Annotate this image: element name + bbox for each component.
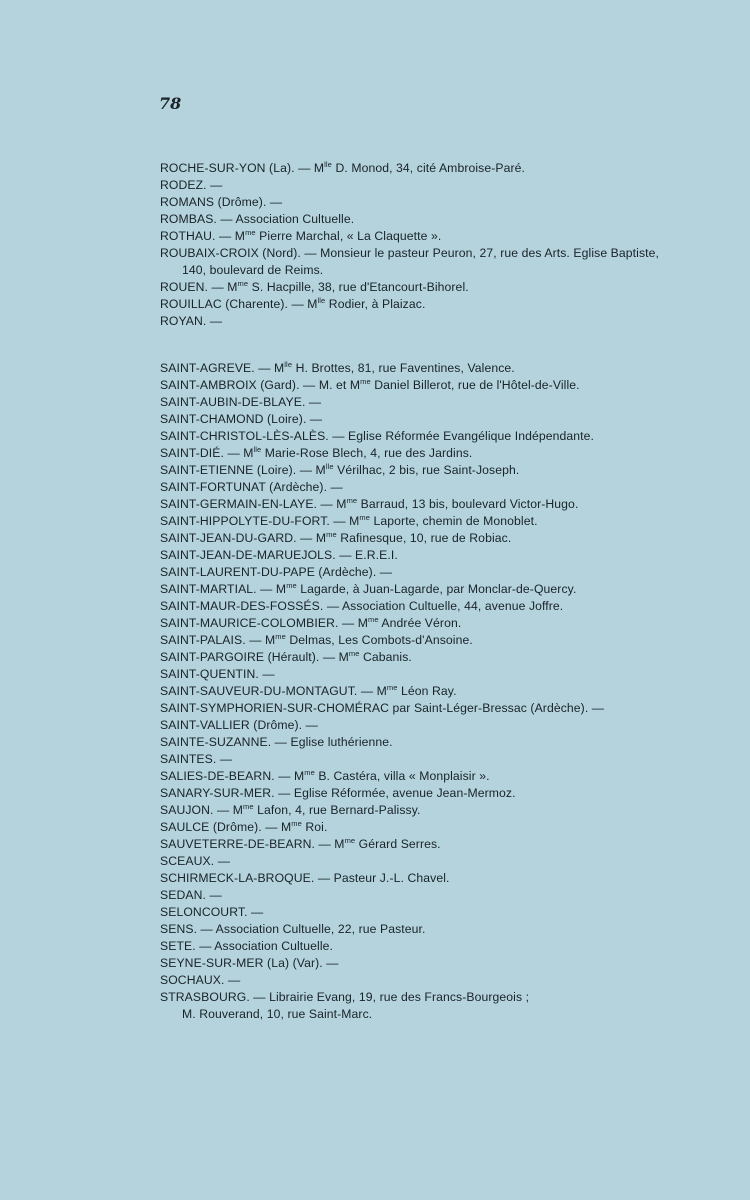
directory-entry	[160, 972, 700, 989]
entry-line: ROUILLAC (Charente). — $M^{lle}$ Rodier, à Plaizac.	[160, 295, 426, 311]
directory-entry	[160, 445, 700, 462]
directory-entry	[160, 887, 700, 904]
directory-entry	[160, 683, 700, 700]
entry-line: SAINT-SAUVEUR-DU-MONTAGUT. — $M^{me}$ Léon Ray.	[160, 682, 457, 698]
directory-entry	[160, 734, 700, 751]
directory-entry	[160, 836, 700, 853]
entry-line: ROUBAIX-CROIX (Nord). — Monsieur le pasteur Peuron, 27, rue des Arts. Eglise Baptiste,	[160, 246, 660, 260]
entry-line: SAINT-AUBIN-DE-BLAYE. —	[160, 395, 322, 409]
entry-line: SAINT-DIÉ. — $M^{lle}$ Marie-Rose Blech, 4, rue des Jardins.	[160, 444, 473, 460]
directory-entry	[160, 547, 700, 564]
directory-entry	[160, 479, 700, 496]
entry-line: SAINT-CHAMOND (Loire). —	[160, 412, 323, 426]
directory-entry	[160, 751, 700, 768]
entry-line: ROMANS (Drôme). —	[160, 195, 283, 209]
entry-line: SAINT-VALLIER (Drôme). —	[160, 718, 318, 732]
directory-entry	[160, 360, 700, 377]
entry-line: SAINT-ETIENNE (Loire). — $M^{lle}$ Vérilhac, 2 bis, rue Saint-Joseph.	[160, 461, 520, 477]
entry-line: SEDAN. —	[160, 888, 222, 902]
directory-entry	[160, 462, 700, 479]
directory-entry	[160, 700, 700, 717]
directory-entry	[160, 768, 700, 785]
directory-entry	[160, 598, 700, 615]
directory-entry	[160, 279, 700, 296]
directory-entry	[160, 313, 700, 330]
directory-entry	[160, 853, 700, 870]
entry-line: RODEZ. —	[160, 178, 223, 192]
directory-entry	[160, 194, 700, 211]
entry-line: STRASBOURG. — Librairie Evang, 19, rue des Francs-Bourgeois ;	[160, 990, 530, 1004]
entry-line: SAINT-AGREVE. — $M^{lle}$ H. Brottes, 81, rue Faventines, Valence.	[160, 359, 515, 375]
entry-continuation: 140, boulevard de Reims.	[182, 263, 324, 277]
entry-line: SAUVETERRE-DE-BEARN. — $M^{me}$ Gérard Serres.	[160, 835, 441, 851]
entry-line: ROMBAS. — Association Cultuelle.	[160, 212, 355, 226]
entry-line: ROYAN. —	[160, 314, 223, 328]
directory-entry	[160, 717, 700, 734]
entry-line: SAINT-LAURENT-DU-PAPE (Ardèche). —	[160, 565, 393, 579]
directory-entry	[160, 785, 700, 802]
entry-line: SCHIRMECK-LA-BROQUE. — Pasteur J.-L. Chavel.	[160, 871, 450, 885]
entry-line: SANARY-SUR-MER. — Eglise Réformée, avenue Jean-Mermoz.	[160, 786, 516, 800]
entry-line: SAINT-JEAN-DE-MARUEJOLS. — E.R.E.I.	[160, 548, 398, 562]
entry-line: SAINT-MAUR-DES-FOSSÉS. — Association Cultuelle, 44, avenue Joffre.	[160, 599, 564, 613]
directory-entry	[160, 564, 700, 581]
entry-continuation: M. Rouverand, 10, rue Saint-Marc.	[182, 1007, 373, 1021]
directory-entry	[160, 921, 700, 938]
entry-line: SALIES-DE-BEARN. — $M^{me}$ B. Castéra, villa « Monplaisir ».	[160, 767, 490, 783]
entry-line: SEYNE-SUR-MER (La) (Var). —	[160, 956, 339, 970]
directory-entry	[160, 160, 700, 177]
entry-line: SAINT-PARGOIRE (Hérault). — $M^{me}$ Cabanis.	[160, 648, 412, 664]
directory-section-r	[160, 160, 700, 330]
directory-entry	[160, 394, 700, 411]
entry-line: SAINTE-SUZANNE. — Eglise luthérienne.	[160, 735, 393, 749]
entry-line: SAINT-CHRISTOL-LÈS-ALÈS. — Eglise Réformée Evangélique Indépendante.	[160, 429, 595, 443]
entry-line: SELONCOURT. —	[160, 905, 264, 919]
entry-line: ROCHE-SUR-YON (La). — $M^{lle}$ D. Monod, 34, cité Ambroise-Paré.	[160, 159, 526, 175]
directory-entry	[160, 530, 700, 547]
page-number: 78	[159, 94, 182, 113]
entry-line: SAINT-AMBROIX (Gard). — M. et $M^{me}$ Daniel Billerot, rue de l'Hôtel-de-Ville.	[160, 376, 580, 392]
entry-line: SAUJON. — $M^{me}$ Lafon, 4, rue Bernard-Palissy.	[160, 801, 421, 817]
directory-entry	[160, 581, 700, 598]
directory-entry	[160, 411, 700, 428]
directory-entry	[160, 955, 700, 972]
entry-line: SAINT-QUENTIN. —	[160, 667, 275, 681]
directory-entry	[160, 211, 700, 228]
directory-entry	[160, 632, 700, 649]
entry-line: SAULCE (Drôme). — $M^{me}$ Roi.	[160, 818, 328, 834]
entry-line: SENS. — Association Cultuelle, 22, rue Pasteur.	[160, 922, 426, 936]
directory-entry	[160, 904, 700, 921]
directory-entry	[160, 428, 700, 445]
directory-entry	[160, 496, 700, 513]
entry-line: SAINT-FORTUNAT (Ardèche). —	[160, 480, 343, 494]
directory-entry	[160, 870, 700, 887]
entry-line: SAINT-MAURICE-COLOMBIER. — $M^{me}$ Andrée Véron.	[160, 614, 462, 630]
directory-entry	[160, 802, 700, 819]
directory-entry	[160, 377, 700, 394]
entry-line: SOCHAUX. —	[160, 973, 241, 987]
entry-line: SAINT-HIPPOLYTE-DU-FORT. — $M^{me}$ Laporte, chemin de Monoblet.	[160, 512, 538, 528]
entry-line: SAINT-MARTIAL. — $M^{me}$ Lagarde, à Juan-Lagarde, par Monclar-de-Quercy.	[160, 580, 577, 596]
entry-line: SETE. — Association Cultuelle.	[160, 939, 334, 953]
directory-entry	[160, 177, 700, 194]
entry-line: ROUEN. — $M^{me}$ S. Hacpille, 38, rue d'Etancourt-Bihorel.	[160, 278, 469, 294]
entry-line: SAINT-SYMPHORIEN-SUR-CHOMÉRAC par Saint-Léger-Bressac (Ardèche). —	[160, 701, 605, 715]
directory-entry	[160, 296, 700, 313]
directory-entry	[160, 938, 700, 955]
entry-line: SAINT-GERMAIN-EN-LAYE. — $M^{me}$ Barraud, 13 bis, boulevard Victor-Hugo.	[160, 495, 579, 511]
entry-line: SAINTES. —	[160, 752, 233, 766]
directory-entry	[160, 819, 700, 836]
directory-entry	[160, 989, 700, 1023]
directory-entry	[160, 245, 700, 279]
directory-entry	[160, 666, 700, 683]
directory-entry	[160, 513, 700, 530]
directory-entry	[160, 615, 700, 632]
directory-section-s	[160, 360, 700, 1023]
entry-line: SAINT-JEAN-DU-GARD. — $M^{me}$ Rafinesque, 10, rue de Robiac.	[160, 529, 512, 545]
directory-entry	[160, 649, 700, 666]
entry-line: ROTHAU. — $M^{me}$ Pierre Marchal, « La Claquette ».	[160, 227, 442, 243]
entry-line: SCEAUX. —	[160, 854, 230, 868]
directory-entry	[160, 228, 700, 245]
entry-line: SAINT-PALAIS. — $M^{me}$ Delmas, Les Combots-d'Ansoine.	[160, 631, 473, 647]
